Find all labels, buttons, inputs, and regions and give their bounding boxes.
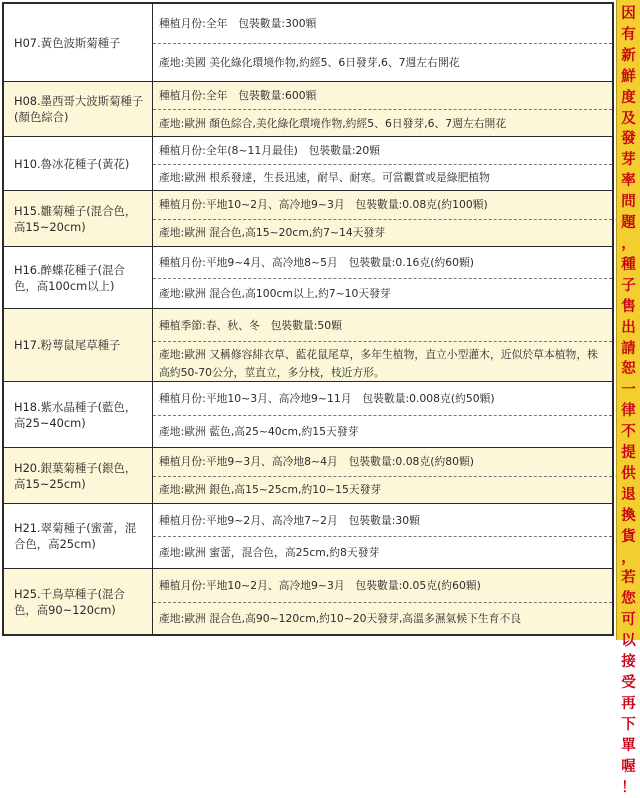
table-row [4, 4, 612, 81]
product-details [153, 569, 612, 634]
product-name: H25.千鳥草種子(混合色，高90~120cm) [4, 569, 153, 634]
origin-info: 產地:歐洲 顏色綜合,美化綠化環境作物,約經5、6日發芽,6、7週左右開花 [153, 109, 612, 136]
table-row [4, 81, 612, 136]
table-row [4, 381, 612, 447]
planting-info: 種植月份:平地10~2月、高冷地9~3月 包裝數量:0.05克(約60顆) [159, 578, 481, 592]
planting-info: 種植月份:平地10~3月、高冷地9~11月 包裝數量:0.008克(約50顆) [159, 391, 495, 405]
product-name: H10.魯冰花種子(黃花) [4, 137, 153, 190]
product-name: H16.醉蝶花種子(混合色，高100cm以上) [4, 247, 153, 308]
notice-banner [616, 0, 640, 796]
product-details [153, 382, 612, 447]
product-name: H15.雛菊種子(混合色，高15~20cm) [4, 191, 153, 246]
product-details [153, 448, 612, 503]
product-name: H17.粉萼鼠尾草種子 [4, 309, 153, 381]
origin-info: 產地:歐洲 混合色,高90~120cm,約10~20天發芽,高溫多濕氣候下生育不良 [153, 602, 612, 635]
product-name: H07.黃色波斯菊種子 [4, 4, 153, 81]
planting-info: 種植月份:全年(8~11月最佳) 包裝數量:20顆 [159, 143, 381, 157]
table-row [4, 246, 612, 308]
table-row [4, 447, 612, 503]
table-row [4, 568, 612, 634]
product-details [153, 247, 612, 308]
product-name: H18.紫水晶種子(藍色，高25~40cm) [4, 382, 153, 447]
origin-info: 產地:歐洲 混合色,高100cm以上,約7~10天發芽 [153, 278, 612, 309]
planting-info: 種植季節:春、秋、冬 包裝數量:50顆 [159, 318, 342, 332]
product-details [153, 82, 612, 136]
product-details [153, 191, 612, 246]
seed-table [2, 2, 614, 636]
origin-info: 產地:歐洲 根系發達，生長迅速，耐旱、耐寒。可當觀賞或是綠肥植物 [153, 164, 612, 191]
table-row [4, 308, 612, 381]
table-row [4, 136, 612, 190]
planting-info: 種植月份:平地9~2月、高冷地7~2月 包裝數量:30顆 [159, 513, 420, 527]
planting-info: 種植月份:全年 包裝數量:600顆 [159, 89, 317, 102]
product-details [153, 504, 612, 568]
planting-info: 種植月份:平地10~2月、高冷地9~3月 包裝數量:0.08克(約100顆) [159, 198, 488, 212]
planting-info: 種植月份:平地9~4月、高冷地8~5月 包裝數量:0.16克(約60顆) [159, 255, 474, 269]
table-row [4, 190, 612, 246]
origin-info: 產地:歐洲 藍色,高25~40cm,約15天發芽 [153, 415, 612, 448]
product-details [153, 137, 612, 190]
origin-info: 產地:歐洲 混合色,高15~20cm,約7~14天發芽 [153, 219, 612, 247]
product-name: H08.墨西哥大波斯菊種子(顏色綜合) [4, 82, 153, 136]
product-name: H21.翠菊種子(蜜蕾，混合色，高25cm) [4, 504, 153, 568]
origin-info: 產地:歐洲 蜜蕾，混合色，高25cm,約8天發芽 [153, 536, 612, 568]
planting-info: 種植月份:平地9~3月、高冷地8~4月 包裝數量:0.08克(約80顆) [159, 455, 474, 469]
planting-info: 種植月份:全年 包裝數量:300顆 [159, 16, 317, 30]
product-name: H20.銀葉菊種子(銀色，高15~25cm) [4, 448, 153, 503]
table-row [4, 503, 612, 568]
product-details [153, 309, 612, 381]
origin-info: 產地:美國 美化綠化環境作物,約經5、6日發芽,6、7週左右開花 [153, 43, 612, 82]
product-details [153, 4, 612, 81]
notice-banner-text: 因 有 新 鮮 度 及 發 芽 率 問 題 ， 種 子 售 出 請 恕 一 律 不 提 供 退 換 貨 ， 若 您 可 以 接 受 再 下 單 喔 ！ [621, 5, 636, 796]
origin-info: 產地:歐洲 銀色,高15~25cm,約10~15天發芽 [153, 476, 612, 504]
origin-info: 產地:歐洲 又稱修容緋衣草、藍花鼠尾草，多年生植物，直立小型灌木，近似於草本植物，株高約50-70公分，莖直立，多分枝，枝近方形。 [153, 341, 612, 381]
